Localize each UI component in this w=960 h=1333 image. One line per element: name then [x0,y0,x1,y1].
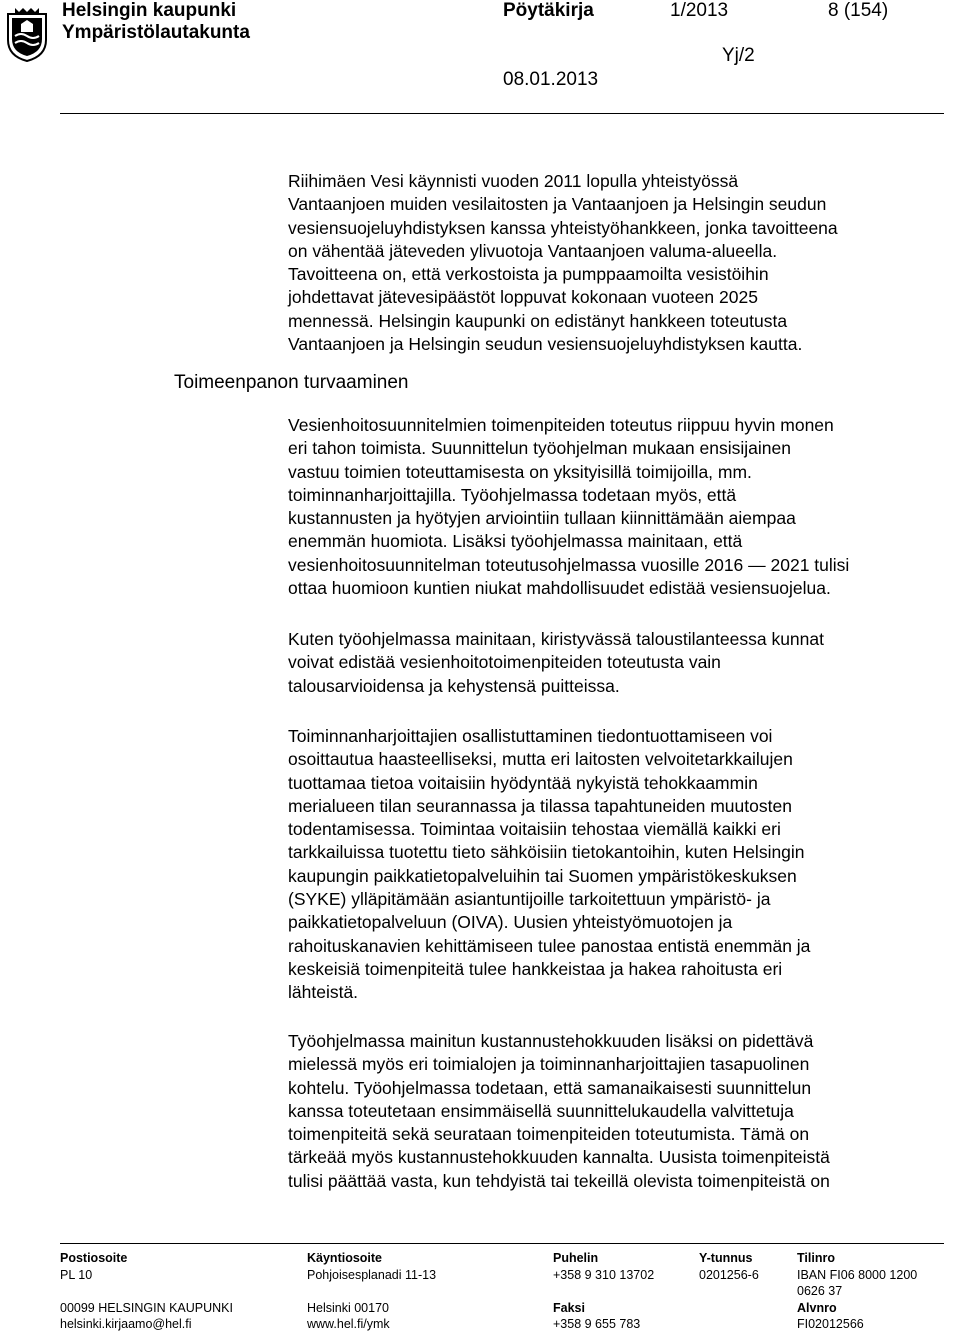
text-line: toimenpiteitä sekä seurataan toimenpiteiden toteutumista. Tämä on [288,1124,810,1145]
text-line: kustannusten ja hyötyjen arviointiin tullaan kiinnittämään aiempaa [288,508,796,529]
text-line: mielessä myös eri toimialojen ja toiminnanharjoittajien tasapuolinen [288,1054,810,1075]
text-line: talousarvioidensa ja kehystensä puitteissa. [288,675,620,696]
text-line: Vantaanjoen ja Helsingin seudun vesiensuojeluyhdistyksen kautta. [288,334,803,355]
footer-website-link[interactable]: www.hel.fi/ymk [307,1317,390,1331]
footer-label: Tilinro [797,1251,835,1265]
footer-value: Pohjoisesplanadi 11-13 [307,1267,437,1282]
footer-value: Helsinki 00170 [307,1300,389,1315]
footer-value [60,1283,233,1300]
text-line: osoittautua haasteelliseksi, mutta eri laitosten velvoitetarkkailujen [288,749,793,770]
footer-label: Y-tunnus [699,1251,753,1265]
text-line: tärkeää myös kustannustehokkuuden kannalta. Uusista toimenpiteistä [288,1147,830,1168]
text-line: Vantaanjoen muiden vesilaitosten ja Vantaanjoen ja Helsingin seudun [288,194,827,215]
footer-value: PL 10 [60,1267,93,1282]
footer-label: Käyntiosoite [307,1251,383,1265]
footer-value: IBAN FI06 8000 1200 [797,1267,918,1282]
text-line: lähteistä. [288,982,359,1003]
footer-value: 0201256-6 [699,1267,759,1282]
footer-business-id [699,1250,759,1283]
text-line: rahoituskanavien kehittämiseen tulee panostaa entistä enemmän ja [288,935,811,956]
paragraph-2 [288,414,948,600]
text-line: keskeisiä toimenpiteitä tulee hankkeistaa ja hakea rahoitusta eri [288,958,783,979]
text-line: paikkatietopalveluun (OIVA). Uusien yhteistyömuotojen ja [288,912,733,933]
paragraph-3 [288,628,948,698]
paragraph-4 [288,725,948,1005]
footer-label: Alvnro [797,1300,837,1315]
footer-value [553,1283,654,1300]
text-line: mennessä. Helsingin kaupunki on edistänyt hankkeen toteutusta [288,310,788,331]
text-line: vastuu toimien toteuttamisesta on yksityisillä toimijoilla, mm. [288,461,752,482]
text-line: kaupungin paikkatietopalveluihin tai Suomen ympäristökeskuksen [288,865,797,886]
text-line: Vesienhoitosuunnitelmien toimenpiteiden toteutus riippuu hyvin monen [288,415,834,435]
text-line: tuottamaa tietoa voitaisiin hyödyntää nykyistä tehokkaammin [288,772,758,793]
meeting-date: 08.01.2013 [503,69,599,90]
text-line: enemmän huomiota. Lisäksi työohjelmassa mainitaan, että [288,531,743,552]
text-line: kanssa toteutetaan ensimmäisellä suunnittelukaudella valvittetuja [288,1100,794,1121]
footer-divider [60,1243,944,1244]
footer-email-link[interactable]: helsinki.kirjaamo@hel.fi [60,1317,192,1331]
text-line: Kuten työohjelmassa mainitaan, kiristyvässä taloustilanteessa kunnat [288,629,824,649]
footer-postal-address [60,1250,233,1333]
doc-number: 1/2013 [670,0,729,21]
text-line: kohtelu. Työohjelmassa todetaan, että samanaikaisesti suunnittelun [288,1077,812,1098]
text-line: voivat edistää vesienhoitotoimenpiteiden toteutusta vain [288,652,721,673]
paragraph-5 [288,1030,948,1193]
header-divider [60,113,944,114]
footer-phone [553,1250,654,1333]
text-line: on vähentää jäteveden ylivuotoja Vantaanjoen valuma-alueella. [288,240,778,261]
doc-type: Pöytäkirja [503,0,594,21]
footer-value: +358 9 655 783 [553,1317,641,1331]
footer-value: +358 9 310 13702 [553,1267,655,1282]
helsinki-crest-icon [6,6,48,62]
text-line: ottaa huomioon kuntien niukat mahdollisuudet edistää vesiensuojelua. [288,578,831,599]
text-line: (SYKE) ylläpitämään asiantuntijoille tarkoitettuun ympäristö- ja [288,889,771,910]
text-line: tarkkailuissa tuotettu tieto sähköisiin tietokantoihin, kuten Helsingin [288,842,805,863]
paragraph-1 [288,170,948,356]
section-id: Yj/2 [722,45,755,66]
text-line: merialueen tilan seurannassa ja tilassa tapahtuneiden muutosten [288,795,792,816]
side-label: Toimeenpanon turvaaminen [174,372,409,393]
footer-value: 00099 HELSINGIN KAUPUNKI [60,1300,233,1315]
text-line: Riihimäen Vesi käynnisti vuoden 2011 lopulla yhteistyössä [288,171,739,191]
footer-value: FI02012566 [797,1317,864,1331]
text-line: eri tahon toimista. Suunnittelun työohjelman mukaan ensisijainen [288,438,791,459]
footer-value [307,1283,436,1300]
footer-visiting-address [307,1250,436,1333]
org-name: Helsingin kaupunki [62,0,237,21]
text-line: johdettavat jätevesipäästöt loppuvat kokonaan vuoteen 2025 [288,287,758,308]
footer-label: Puhelin [553,1251,599,1265]
footer-value: 0626 37 [797,1284,843,1298]
text-line: todentamisessa. Toimintaa voitaisiin tehostaa viemällä kaikki eri [288,819,781,840]
text-line: vesienhoitosuunnitelman toteutusohjelmassa vuosille 2016 — 2021 tulisi [288,554,850,575]
committee-name: Ympäristölautakunta [62,22,250,43]
text-line: Työohjelmassa mainitun kustannustehokkuuden lisäksi on pidettävä [288,1031,814,1051]
text-line: toiminnanharjoittajilla. Työohjelmassa todetaan myös, että [288,484,737,505]
footer-label: Faksi [553,1300,585,1315]
footer-bank-account [797,1250,917,1333]
text-line: Tavoitteena on, että verkostoista ja pumppaamoilta vesistöihin [288,264,769,285]
page-number: 8 (154) [828,0,889,21]
text-line: vesiensuojeluyhdistyksen kanssa yhteistyöhankkeen, jonka tavoitteena [288,217,838,238]
text-line: tulisi päättää vasta, kun tehdyistä tai tekeillä olevista toimenpiteistä on [288,1170,830,1191]
footer-label: Postiosoite [60,1251,128,1265]
text-line: Toiminnanharjoittajien osallistuttaminen tiedontuottamiseen voi [288,726,773,746]
